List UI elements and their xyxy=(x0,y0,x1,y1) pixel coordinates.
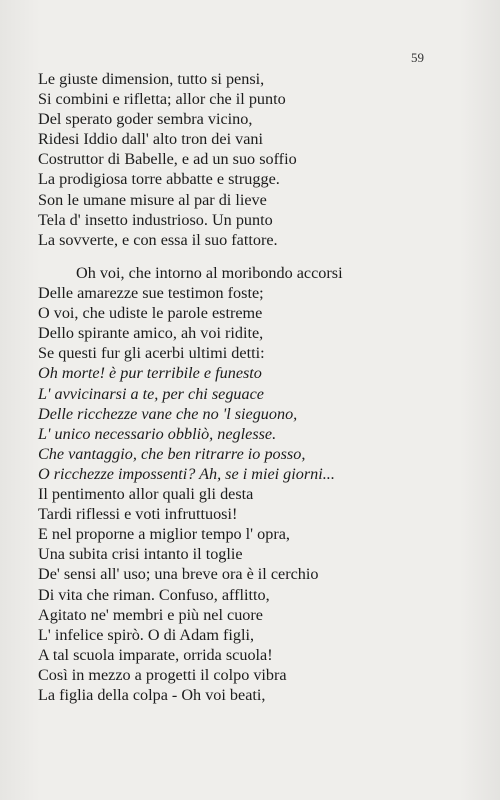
verse-line: De' sensi all' uso; una breve ora è il cerchio xyxy=(38,565,319,584)
verse-line: Son le umane misure al par di lieve xyxy=(38,190,267,209)
verse-line: Del sperato goder sembra vicino, xyxy=(38,110,253,129)
verse-line: Costruttor di Babelle, e ad un suo soffio xyxy=(38,150,297,169)
italic-verse-line: L' unico necessario obbliò, neglesse. xyxy=(38,424,277,443)
italic-verse-line: O ricchezze impossenti? Ah, se i miei giorni... xyxy=(38,464,335,483)
verse-line: Così in mezzo a progetti il colpo vibra xyxy=(38,665,287,684)
italic-verse-line: Che vantaggio, che ben ritrarre io posso, xyxy=(38,444,306,463)
italic-verse-line: Delle ricchezze vane che no 'l sieguono, xyxy=(38,404,298,423)
verse-line: Delle amarezze sue testimon foste; xyxy=(38,284,264,303)
verse-line: Le giuste dimension, tutto si pensi, xyxy=(38,70,265,88)
italic-verse-line: L' avvicinarsi a te, per chi seguace xyxy=(38,384,264,403)
verse-line: Una subita crisi intanto il toglie xyxy=(38,545,243,564)
italic-verse-line: Oh morte! è pur terribile e funesto xyxy=(38,364,262,383)
verse-line: L' infelice spirò. O di Adam figli, xyxy=(38,625,255,644)
verse-line: Ridesi Iddio dall' alto tron dei vani xyxy=(38,130,264,149)
verse-line: Oh voi, che intorno al moribondo accorsi xyxy=(76,264,343,282)
verse-line: La sovverte, e con essa il suo fattore. xyxy=(38,230,278,249)
verse-line: A tal scuola imparate, orrida scuola! xyxy=(38,645,273,664)
stanza-2 xyxy=(38,263,468,705)
stanza-1 xyxy=(38,69,468,250)
verse-line: O voi, che udiste le parole estreme xyxy=(38,304,263,323)
verse-line: Se questi fur gli acerbi ultimi detti: xyxy=(38,344,265,363)
verse-line: E nel proporne a miglior tempo l' opra, xyxy=(38,525,290,544)
verse-line: Tardi riflessi e voti infruttuosi! xyxy=(38,505,238,524)
verse-line: Tela d' insetto industrioso. Un punto xyxy=(38,210,273,229)
verse-line: Si combini e rifletta; allor che il punto xyxy=(38,90,286,109)
verse-line: Agitato ne' membri e più nel cuore xyxy=(38,605,263,624)
verse-line: Di vita che riman. Confuso, afflitto, xyxy=(38,585,270,604)
verse-line: La prodigiosa torre abbatte e strugge. xyxy=(38,170,280,189)
page-number: 59 xyxy=(411,50,424,65)
verse-line: Dello spirante amico, ah voi ridite, xyxy=(38,324,264,343)
verse-line: La figlia della colpa - Oh voi beati, xyxy=(38,685,266,704)
verse-line: Il pentimento allor quali gli desta xyxy=(38,485,254,504)
